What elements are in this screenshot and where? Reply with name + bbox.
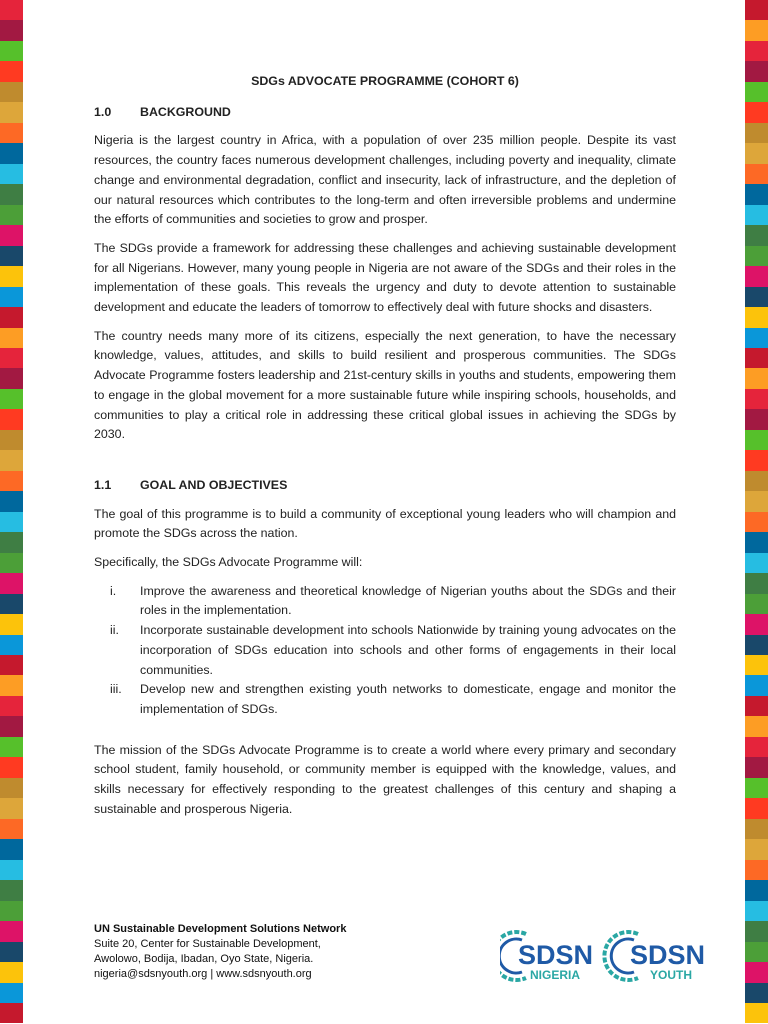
strip-segment: [745, 389, 768, 409]
strip-segment: [745, 962, 768, 982]
strip-segment: [745, 737, 768, 757]
strip-segment: [745, 0, 768, 20]
strip-segment: [745, 246, 768, 266]
strip-segment: [745, 675, 768, 695]
strip-segment: [0, 20, 23, 40]
strip-segment: [745, 430, 768, 450]
list-item: [94, 621, 676, 680]
strip-segment: [0, 102, 23, 122]
section-title: BACKGROUND: [140, 104, 231, 119]
footer-address: [94, 922, 346, 982]
list-item-text: Develop new and strengthen existing youth networks to domesticate, engage and monitor the implementation of SDGs.: [140, 682, 676, 716]
strip-segment: [0, 716, 23, 736]
strip-segment: [745, 307, 768, 327]
strip-segment: [745, 123, 768, 143]
background-paragraph-2: The SDGs provide a framework for addressing these challenges and achieving sustainable development for all Nigerians. However, many young people in Nigeria are not aware of the SDGs and their roles in the implementation of these goals. This reveals the urgency and duty to devote attention to sustainable development and educate the leaders of tomorrow to effectively deal with future shocks and disasters.: [94, 240, 676, 315]
strip-segment: [0, 798, 23, 818]
strip-segment: [0, 41, 23, 61]
strip-segment: [745, 635, 768, 655]
strip-segment: [0, 983, 23, 1003]
footer-address-line-2: Awolowo, Bodija, Ibadan, Oyo State, Nigeria.: [94, 953, 314, 965]
goal-paragraph: The goal of this programme is to build a community of exceptional young leaders who will champion and promote the SDGs across the nation.: [94, 506, 676, 541]
strip-segment: [745, 61, 768, 81]
strip-segment: [745, 696, 768, 716]
strip-segment: [745, 471, 768, 491]
logo-subtext: NIGERIA: [530, 968, 581, 982]
strip-segment: [0, 1003, 23, 1023]
strip-segment: [0, 471, 23, 491]
mission-paragraph: The mission of the SDGs Advocate Programme is to create a world where every primary and secondary school student, family household, or community member is equipped with the knowledge, values, and skills necessary for effectively responding to the greatest challenges of this century and shaping a sustainable and prosperous Nigeria.: [94, 742, 676, 816]
strip-segment: [0, 757, 23, 777]
list-item: [94, 582, 676, 621]
strip-segment: [745, 716, 768, 736]
strip-segment: [745, 82, 768, 102]
strip-segment: [0, 860, 23, 880]
strip-segment: [745, 880, 768, 900]
strip-segment: [0, 368, 23, 388]
strip-segment: [0, 164, 23, 184]
logo-subtext: YOUTH: [650, 968, 692, 982]
strip-segment: [745, 491, 768, 511]
strip-segment: [745, 553, 768, 573]
strip-segment: [0, 409, 23, 429]
footer-org-name: UN Sustainable Development Solutions Network: [94, 923, 347, 935]
strip-segment: [745, 983, 768, 1003]
strip-segment: [0, 82, 23, 102]
section-number: 1.0: [94, 104, 112, 119]
strip-segment: [0, 594, 23, 614]
strip-segment: [0, 573, 23, 593]
strip-segment: [745, 328, 768, 348]
footer-address-line-1: Suite 20, Center for Sustainable Development,: [94, 938, 321, 950]
strip-segment: [0, 962, 23, 982]
strip-segment: [0, 389, 23, 409]
strip-segment: [0, 655, 23, 675]
background-paragraph-3: The country needs many more of its citizens, especially the next generation, to have the necessary knowledge, values, attitudes, and skills to build resilient and prosperous communities. The SDGs Advocate Programme fosters leadership and 21st-century skills in youths and students, empowering them to engage in the global movement for a more sustainable future while inspiring schools, households, and communities to play a critical role in addressing these critical global issues in achieving the SDGs by 2030.: [94, 328, 676, 442]
list-item-text: Improve the awareness and theoretical knowledge of Nigerian youths about the SDGs and their roles in the implementation.: [140, 583, 676, 618]
strip-segment: [745, 205, 768, 225]
strip-segment: [745, 901, 768, 921]
strip-segment: [0, 61, 23, 81]
strip-segment: [745, 921, 768, 941]
strip-segment: [0, 430, 23, 450]
strip-segment: [745, 225, 768, 245]
strip-segment: [745, 798, 768, 818]
sdsn-nigeria-logo: [500, 932, 593, 982]
strip-segment: [0, 184, 23, 204]
strip-segment: [745, 143, 768, 163]
strip-segment: [0, 553, 23, 573]
strip-segment: [0, 532, 23, 552]
background-paragraph-1: Nigeria is the largest country in Africa, with a population of over 235 million people. Despite its vast resources, the country faces numerous development challenges, including poverty and inequality, climate change and environmental degradation, conflict and insecurity, lack of infrastructure, and the depletion of our natural resources which contributes to the long-term and often irreversible problems and undermine the efforts of communities and societies to grow and prosper.: [94, 133, 676, 227]
strip-segment: [0, 901, 23, 921]
footer-contact: nigeria@sdsnyouth.org | www.sdsnyouth.org: [94, 968, 312, 980]
strip-segment: [745, 348, 768, 368]
strip-segment: [0, 737, 23, 757]
strip-segment: [745, 757, 768, 777]
strip-segment: [0, 450, 23, 470]
strip-segment: [0, 635, 23, 655]
strip-segment: [745, 860, 768, 880]
logo-text: SDSN: [630, 940, 706, 970]
objectives-lead: Specifically, the SDGs Advocate Programme will:: [94, 555, 363, 570]
strip-segment: [745, 594, 768, 614]
strip-segment: [745, 20, 768, 40]
sdsn-logos: [500, 928, 725, 984]
strip-segment: [745, 102, 768, 122]
strip-segment: [0, 778, 23, 798]
strip-segment: [0, 675, 23, 695]
section-number: 1.1: [94, 477, 112, 492]
strip-segment: [0, 225, 23, 245]
strip-segment: [745, 287, 768, 307]
list-item-text: Incorporate sustainable development into schools Nationwide by training young advocates on the incorporation of SDGs education into schools and other forms of engagements in their local communities.: [140, 623, 676, 677]
strip-segment: [0, 921, 23, 941]
strip-segment: [745, 839, 768, 859]
strip-segment: [0, 512, 23, 532]
document-title: SDGs ADVOCATE PROGRAMME (COHORT 6): [251, 74, 519, 88]
list-marker: iii.: [110, 682, 122, 697]
document-body: [94, 72, 676, 829]
strip-segment: [0, 205, 23, 225]
left-sdg-color-strip: [0, 0, 23, 1024]
list-item: [94, 680, 676, 719]
strip-segment: [0, 614, 23, 634]
strip-segment: [0, 246, 23, 266]
strip-segment: [0, 307, 23, 327]
strip-segment: [745, 614, 768, 634]
strip-segment: [0, 880, 23, 900]
strip-segment: [0, 123, 23, 143]
strip-segment: [745, 164, 768, 184]
section-heading-background: [94, 103, 676, 123]
strip-segment: [0, 287, 23, 307]
strip-segment: [0, 348, 23, 368]
strip-segment: [745, 41, 768, 61]
logo-text: SDSN: [518, 940, 594, 970]
sdsn-youth-logo: [604, 932, 705, 982]
strip-segment: [745, 532, 768, 552]
strip-segment: [745, 266, 768, 286]
strip-segment: [745, 778, 768, 798]
right-sdg-color-strip: [745, 0, 768, 1024]
strip-segment: [745, 184, 768, 204]
list-marker: ii.: [110, 623, 119, 638]
strip-segment: [0, 491, 23, 511]
strip-segment: [745, 409, 768, 429]
strip-segment: [745, 450, 768, 470]
strip-segment: [745, 368, 768, 388]
strip-segment: [0, 819, 23, 839]
strip-segment: [745, 819, 768, 839]
section-heading-goals: [94, 476, 676, 496]
strip-segment: [0, 942, 23, 962]
section-title: GOAL AND OBJECTIVES: [140, 477, 288, 492]
strip-segment: [0, 143, 23, 163]
objectives-list: [94, 582, 676, 720]
strip-segment: [0, 328, 23, 348]
strip-segment: [0, 839, 23, 859]
strip-segment: [745, 573, 768, 593]
strip-segment: [0, 0, 23, 20]
list-marker: i.: [110, 583, 117, 598]
strip-segment: [0, 696, 23, 716]
strip-segment: [0, 266, 23, 286]
strip-segment: [745, 512, 768, 532]
strip-segment: [745, 942, 768, 962]
strip-segment: [745, 655, 768, 675]
strip-segment: [745, 1003, 768, 1023]
